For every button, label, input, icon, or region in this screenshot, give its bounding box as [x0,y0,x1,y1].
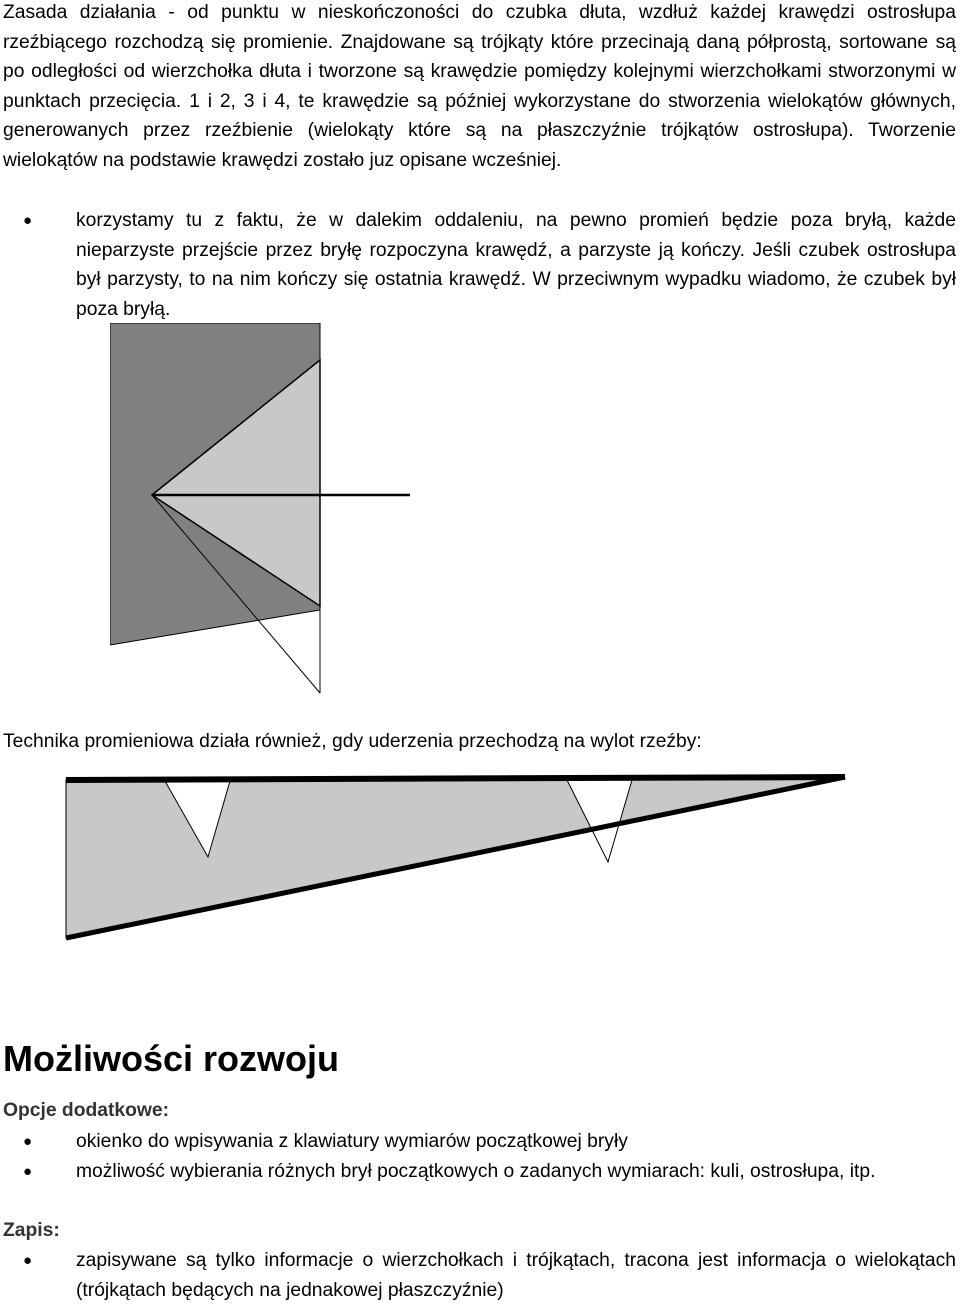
list-item [0,1127,956,1157]
save-label: Zapis: [3,1220,60,1241]
bullet-icon: ● [23,212,33,229]
bullet-icon: ● [23,1133,33,1150]
bullet-icon: ● [23,1252,33,1269]
list-item-text: okienko do wpisywania z klawiatury wymiarów początkowej bryły [76,1131,628,1152]
top-edge [66,777,845,780]
list-item-text: możliwość wybierania różnych brył początkowych o zadanych wymiarach: kuli, ostrosłupa, itp. [76,1161,876,1182]
list-item-text: zapisywane są tylko informacje o wierzchołkach i trójkątach, tracona jest informacja o wielokątach (trójkątach będących na jednakowej płaszczyźnie) [76,1250,956,1301]
list-item [0,1246,956,1305]
bullet-icon: ● [23,1163,33,1180]
pass-through-figure [60,765,860,955]
intro-paragraph: Zasada działania - od punktu w nieskończoności do czubka dłuta, wzdłuż każdej krawędzi ostrosłupa rzeźbiącego rozchodzą się promienie. Znajdowane są trójkąty które przecinają daną półprostą, sortowane są po odległości od wierzchołka dłuta i tworzone są krawędzie pomiędzy kolejnymi wierzchołkami stworzonymi w punktach przecięcia. 1 i 2, 3 i 4, te krawędzie są później wykorzystane do stworzenia wielokątów głównych, generowanych przez rzeźbienie (wielokąty które są na płaszczyźnie trójkątów ostrosłupa). Tworzenie wielokątów na podstawie krawędzi zostało juz opisane wcześniej. [3,2,956,171]
list-item-text: korzystamy tu z faktu, że w dalekim oddaleniu, na pewno promień będzie poza bryłą, każde nieparzyste przejście przez bryłę rozpoczyna krawędź, a parzyste ją kończy. Jeśli czubek ostrosłupa był parzysty, to na nim kończy się ostatnia krawędź. W przeciwnym wypadku wiadomo, że czubek był poza bryłą. [76,210,956,320]
list-item [0,206,956,324]
options-label: Opcje dodatkowe: [3,1100,170,1121]
section-heading: Możliwości rozwoju [3,1038,340,1079]
list-item [0,1157,956,1187]
section2-text: Technika promieniowa działa również, gdy uderzenia przechodzą na wylot rzeźby: [3,731,702,752]
ray-casting-figure [110,323,410,723]
